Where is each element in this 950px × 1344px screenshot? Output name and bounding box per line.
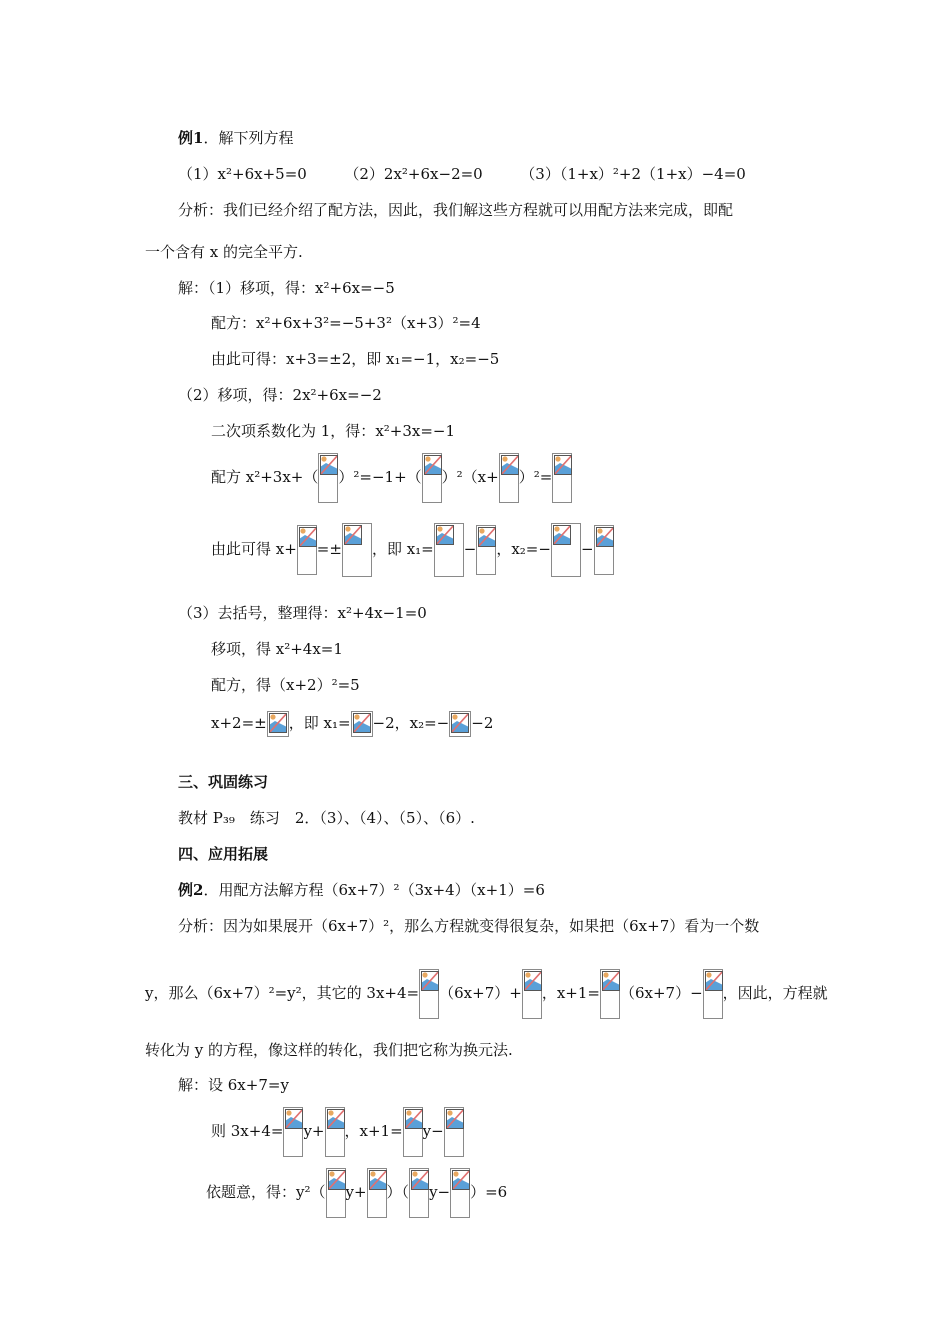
text-segment: ，因此，方程就 [722, 984, 828, 1002]
solution1-line-1: 解：（1）移项，得：x²+6x=−5 [178, 279, 395, 297]
text-segment: ，x₂=− [496, 540, 551, 558]
text-segment: −2，x₂=− [372, 714, 450, 732]
text-segment: 则 3x+4= [211, 1122, 284, 1140]
example2-analysis-1: 分析：因为如果展开（6x+7）²，那么方程就变得很复杂，如果把（6x+7）看为一个数 [178, 917, 760, 935]
section3-exercise: 教材 P₃₉ 练习 2．（3）、（4）、（5）、（6）. [178, 809, 475, 827]
equation-3: （3）（1+x）²+2（1+x）−4=0 [520, 165, 746, 183]
image-placeholder-icon [434, 523, 464, 577]
example2-analysis-2 [145, 968, 828, 1019]
image-placeholder-icon [476, 525, 496, 575]
text-segment: y+ [345, 1183, 367, 1201]
text-segment: （6x+7）+ [439, 984, 522, 1002]
image-placeholder-icon [403, 1107, 423, 1157]
image-placeholder-icon [422, 453, 442, 503]
image-placeholder-icon [551, 523, 581, 577]
text-segment: =± [316, 540, 342, 558]
text-segment: y− [429, 1183, 451, 1201]
image-placeholder-icon [444, 1107, 464, 1157]
text-segment: ，即 x₁= [288, 714, 351, 732]
image-placeholder-icon [409, 1168, 429, 1218]
image-placeholder-icon [449, 711, 471, 737]
text-segment: ）²= [518, 468, 553, 486]
section3-heading: 三、巩固练习 [178, 773, 269, 791]
solution1-line-6 [211, 452, 572, 503]
text-segment: ）²（x+ [441, 468, 499, 486]
example2-text: ．用配方法解方程（6x+7）²（3x+4）（x+1）=6 [203, 881, 545, 899]
text-segment: −2 [471, 714, 494, 732]
image-placeholder-icon [703, 969, 723, 1019]
text-segment: 由此可得 x+ [211, 540, 297, 558]
example1-text: ．解下列方程 [203, 129, 294, 147]
image-placeholder-icon [283, 1107, 303, 1157]
solution1-line-8: （3）去括号，整理得：x²+4x−1=0 [178, 604, 427, 622]
solution1-line-7 [211, 522, 614, 577]
solution1-line-10: 配方，得（x+2）²=5 [211, 676, 360, 694]
text-segment: 依题意，得：y²（ [206, 1183, 326, 1201]
solution2-line-1: 解：设 6x+7=y [178, 1076, 289, 1094]
image-placeholder-icon [522, 969, 542, 1019]
text-segment: y，那么（6x+7）²=y²，其它的 3x+4= [145, 984, 420, 1002]
image-placeholder-icon [499, 453, 519, 503]
text-segment: ，即 x₁= [371, 540, 434, 558]
text-segment: 配方 x²+3x+（ [211, 468, 319, 486]
text-segment: y+ [303, 1122, 325, 1140]
image-placeholder-icon [351, 711, 373, 737]
image-placeholder-icon [267, 711, 289, 737]
example1-label: 例1 [178, 129, 204, 147]
analysis-line-2: 一个含有 x 的完全平方. [145, 243, 303, 261]
text-segment: − [580, 540, 594, 558]
solution2-line-3 [206, 1167, 507, 1218]
text-segment: ）=6 [470, 1183, 508, 1201]
solution1-line-3: 由此可得：x+3=±2，即 x₁=−1，x₂=−5 [211, 350, 500, 368]
image-placeholder-icon [600, 969, 620, 1019]
image-placeholder-icon [552, 453, 572, 503]
equation-1: （1）x²+6x+5=0 [178, 165, 307, 183]
image-placeholder-icon [419, 969, 439, 1019]
text-segment: （6x+7）− [619, 984, 703, 1002]
solution2-line-2 [211, 1106, 464, 1157]
solution1-line-9: 移项，得 x²+4x=1 [211, 640, 343, 658]
solution1-line-5: 二次项系数化为 1，得：x²+3x=−1 [211, 422, 456, 440]
image-placeholder-icon [326, 1168, 346, 1218]
text-segment: x+2=± [211, 714, 267, 732]
solution1-line-2: 配方：x²+6x+3²=−5+3²（x+3）²=4 [211, 314, 481, 332]
solution1-line-11 [211, 708, 493, 738]
analysis-line-1: 分析：我们已经介绍了配方法，因此，我们解这些方程就可以用配方法来完成，即配 [178, 201, 734, 219]
section4-heading: 四、应用拓展 [178, 845, 269, 863]
solution1-line-4: （2）移项，得：2x²+6x=−2 [178, 386, 382, 404]
text-segment: ，x+1= [344, 1122, 403, 1140]
image-placeholder-icon [450, 1168, 470, 1218]
image-placeholder-icon [342, 523, 372, 577]
example2-label: 例2 [178, 881, 204, 899]
text-segment: ，x+1= [541, 984, 600, 1002]
example1-equations [178, 164, 746, 184]
example2-analysis-3: 转化为 y 的方程，像这样的转化，我们把它称为换元法. [145, 1041, 513, 1059]
image-placeholder-icon [325, 1107, 345, 1157]
text-segment: − [463, 540, 477, 558]
example1-title [178, 128, 293, 148]
example2-title [178, 880, 545, 900]
text-segment: y− [422, 1122, 444, 1140]
equation-2: （2）2x²+6x−2=0 [344, 165, 483, 183]
image-placeholder-icon [318, 453, 338, 503]
image-placeholder-icon [297, 525, 317, 575]
text-segment: ）（ [386, 1183, 410, 1201]
image-placeholder-icon [367, 1168, 387, 1218]
image-placeholder-icon [594, 525, 614, 575]
text-segment: ）²=−1+（ [338, 468, 422, 486]
